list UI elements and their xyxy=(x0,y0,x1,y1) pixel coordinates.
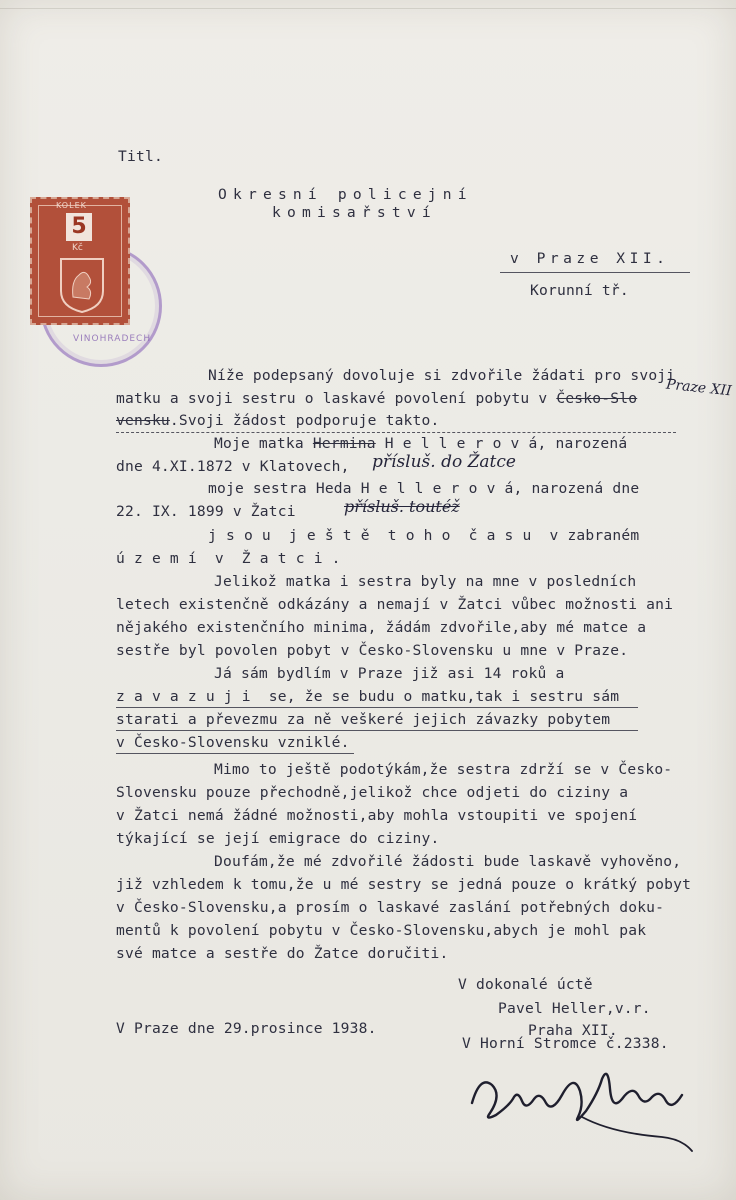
body-line-16: starati a převezmu za ně veškeré jejich závazky pobytem xyxy=(116,711,611,728)
stamp-label: KOLEK xyxy=(56,201,87,210)
stamp-currency: Kč xyxy=(72,243,83,253)
body-line-6: moje sestra Heda H e l l e r o v á, narozená dne xyxy=(208,480,640,497)
place-date: V Praze dne 29.prosince 1938. xyxy=(116,1020,377,1037)
addressee-city: v Praze XII. xyxy=(510,250,670,267)
paper-fold xyxy=(0,8,736,9)
underline-1 xyxy=(116,707,638,708)
struck-text-3: Hermina xyxy=(312,435,376,452)
lion-emblem-icon xyxy=(57,257,107,313)
address-underline xyxy=(500,272,690,273)
handwritten-note-3: přísluš. toutéž xyxy=(344,497,460,516)
revenue-stamp-area xyxy=(30,197,160,357)
body-line-4a: Moje matka xyxy=(214,435,313,452)
seal-text: VINOHRADECH xyxy=(73,334,152,344)
handwritten-signature xyxy=(462,1055,702,1165)
addressee-office: Okresní policejní xyxy=(218,186,473,203)
body-line-17: v Česko-Slovensku vzniklé. xyxy=(116,734,350,751)
handwritten-note-2: přísluš. do Žatce xyxy=(372,452,516,472)
body-line-11: letech existenčně odkázány a nemají v Žatci vůbec možnosti ani xyxy=(116,596,674,613)
underline-3 xyxy=(116,753,354,754)
body-line-9: ú z e m í v Ž a t c i . xyxy=(116,550,341,567)
body-line-26: své matce a sestře do Žatce doručiti. xyxy=(116,945,449,962)
body-line-4c: H e l l e r o v á, narozená xyxy=(375,435,628,452)
body-line-2a: matku a svoji sestru o laskavé povolení pobytu v xyxy=(116,390,557,407)
body-line-19: Slovensku pouze přechodně,jelikož chce odjeti do ciziny a xyxy=(116,784,629,801)
body-line-3b: .Svoji žádost podporuje takto. xyxy=(169,412,440,429)
body-line-24: v Česko-Slovensku,a prosím o laskavé zaslání potřebných doku- xyxy=(116,899,665,916)
closing-address: V Horní Stromce č.2338. xyxy=(462,1035,669,1052)
body-line-10: Jelikož matka i sestra byly na mne v posledních xyxy=(214,573,637,590)
body-line-2 xyxy=(116,390,637,408)
body-line-8: j s o u j e š t ě t o h o č a s u v zabraném xyxy=(208,527,640,544)
body-line-25: mentů k povolení pobytu v Česko-Slovensku,abych je mohl pak xyxy=(116,922,647,939)
closing-city: Praha XII. xyxy=(528,1022,618,1039)
body-line-21: týkající se její emigrace do ciziny. xyxy=(116,830,440,847)
body-line-5: dne 4.XI.1872 v Klatovech, xyxy=(116,458,350,475)
body-line-1: Níže podepsaný dovoluje si zdvořile žádati pro svoji xyxy=(208,367,676,384)
separator-line xyxy=(116,432,676,433)
body-line-12: nějakého existenčního minima, žádám zdvořile,aby mé matce a xyxy=(116,619,647,636)
closing-regards: V dokonalé úctě xyxy=(458,976,593,993)
stamp-value: 5 xyxy=(66,213,92,241)
salutation: Titl. xyxy=(118,148,163,165)
body-line-20: v Žatci nemá žádné možnosti,aby mohla vstoupiti ve spojení xyxy=(116,807,638,824)
body-line-14: Já sám bydlím v Praze již asi 14 roků a xyxy=(214,665,565,682)
handwritten-note-1: Praze XII xyxy=(665,376,733,400)
struck-text-2: vensku xyxy=(116,412,170,429)
body-line-15: z a v a z u j i se, že se budu o matku,tak i sestru sám xyxy=(116,688,620,705)
body-line-4 xyxy=(214,435,627,453)
revenue-stamp xyxy=(30,197,130,325)
body-line-18: Mimo to ještě podotýkám,že sestra zdrží se v Česko- xyxy=(214,761,673,778)
closing-name: Pavel Heller,v.r. xyxy=(498,1000,651,1017)
addressee-street: Korunní tř. xyxy=(530,282,629,299)
body-line-3 xyxy=(116,412,440,430)
addressee-office-2: komisařství xyxy=(272,204,437,221)
body-line-13: sestře byl povolen pobyt v Česko-Slovensku u mne v Praze. xyxy=(116,642,629,659)
body-line-22: Doufám,že mé zdvořilé žádosti bude laskavě vyhověno, xyxy=(214,853,682,870)
body-line-23: již vzhledem k tomu,že u mé sestry se jedná pouze o krátký pobyt xyxy=(116,876,692,893)
struck-text-1: Česko-Slo xyxy=(556,390,638,407)
body-line-7: 22. IX. 1899 v Žatci xyxy=(116,503,296,520)
underline-2 xyxy=(116,730,638,731)
